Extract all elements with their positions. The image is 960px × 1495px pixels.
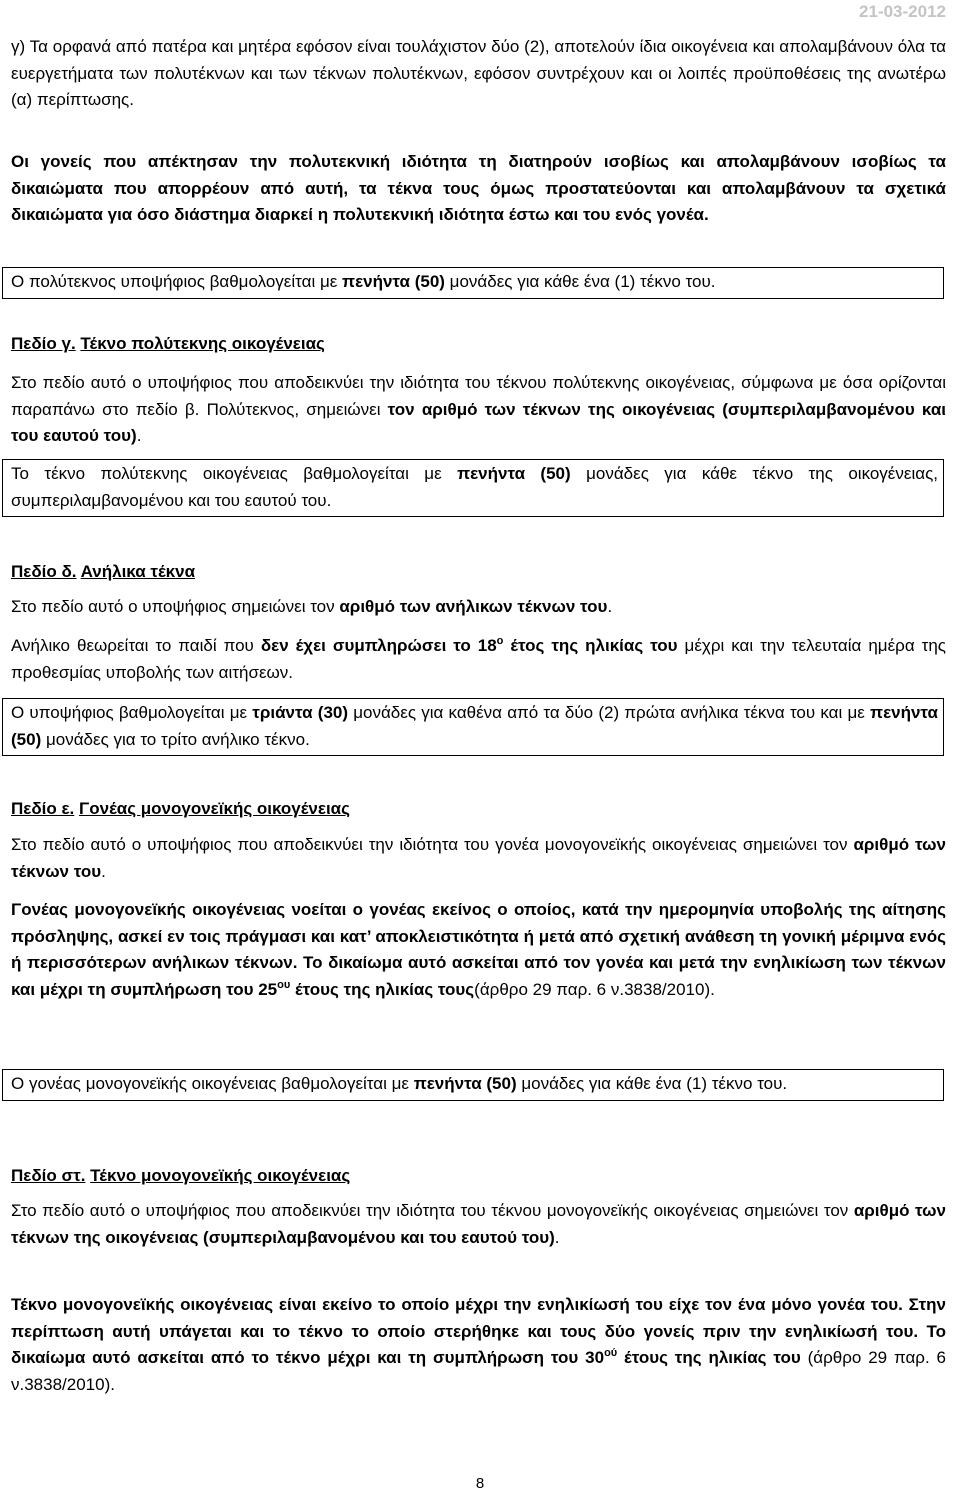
field-c-heading [11, 332, 946, 356]
field-f-text-1-pre: Στο πεδίο αυτό ο υποψήφιος που αποδεικνύει την ιδιότητα του τέκνου μονογονεϊκής οικογένειας σημειώνει τον [11, 1201, 854, 1220]
field-e-body-2 [11, 897, 946, 1003]
field-d-superscript: ο [496, 635, 504, 647]
field-e-text-2-bold: Γονέας μονογονεϊκής οικογένειας νοείται ο γονέας εκείνος ο οποίος, κατά την ημερομηνία υποβολής της αίτησης πρόσληψης, ασκεί εν τοις πράγμασι και κατ’ αποκλειστικότητα ή μετά από σχετική ανάθεση τη γονική μέριμνα ενός ή περισσότερων ανήλικων τέκνων. Το δικαίωμα αυτό ασκείται από τον γονέα και μετά την ενηλικίωση των τέκνων και μέχρι τη συμπλήρωση του 25 [11, 900, 946, 999]
field-d-text-1-bold: αριθμό των ανήλικων τέκνων του [339, 597, 608, 616]
field-d-text-2-bold-1: δεν έχει συμπληρώσει το 18 [260, 636, 497, 655]
field-c-body [11, 370, 946, 450]
field-e-text-2-post: (άρθρο 29 παρ. 6 ν.3838/2010). [474, 979, 715, 999]
field-e-score-text [11, 1071, 938, 1098]
score-box-large-family [2, 267, 944, 299]
field-e-heading [11, 797, 946, 821]
field-d-text-2-post: μέχρι και την τελευταία ημέρα της προθεσμίας υποβολής των αιτήσεων. [11, 636, 946, 682]
field-e-score-value: πενήντα (50) [413, 1074, 517, 1093]
document-date: 21-03-2012 [859, 2, 946, 21]
field-f-superscript: ού [604, 1347, 618, 1359]
field-e-text-2-bold-2: έτους της ηλικίας τους [290, 979, 475, 999]
field-c-score-pre: Το τέκνο πολύτεκνης οικογένειας βαθμολογείται με [11, 464, 458, 483]
orphans-paragraph: γ) Τα ορφανά από πατέρα και μητέρα εφόσον είναι τουλάχιστον δύο (2), αποτελούν ίδια οικογένεια και απολαμβάνουν όλα τα ευεργετήματα των πολυτέκνων και των τέκνων πολυτέκνων, εφόσον συντρέχουν και οι λοιπές προϋποθέσεις της ανωτέρω (α) περίπτωσης. [11, 37, 946, 109]
field-d-score-post: μονάδες για το τρίτο ανήλικο τέκνο. [41, 729, 310, 749]
field-c-text-bold: τον αριθμό των τέκνων της οικογένειας (συμπεριλαμβανομένου και του εαυτού του) [11, 399, 947, 445]
field-d-text-2-bold-2: έτος της ηλικίας του [503, 636, 678, 655]
field-f-body-2 [11, 1292, 946, 1398]
field-f-title: Τέκνο μονογονεϊκής οικογένειας [90, 1166, 351, 1185]
field-f-text-2-post: (άρθρο 29 παρ. 6 ν.3838/2010). [11, 1348, 946, 1394]
field-e-score-post: μονάδες για κάθε ένα (1) τέκνο του. [516, 1074, 788, 1093]
field-f-text-1 [11, 1198, 946, 1251]
score-text-pre: Ο πολύτεκνος υποψήφιος βαθμολογείται με [11, 272, 343, 291]
field-e-superscript: ου [277, 978, 291, 991]
intro-section [11, 34, 946, 114]
field-f-text-1-post: . [554, 1227, 560, 1247]
score-value: πενήντα (50) [342, 272, 445, 291]
field-f-text-2-bold-2: έτους της ηλικίας του [617, 1348, 801, 1367]
field-e-title: Γονέας μονογονεϊκής οικογένειας [79, 799, 350, 818]
parents-status-paragraph: Οι γονείς που απέκτησαν την πολυτεκνική ιδιότητα τη διατηρούν ισοβίως και απολαμβάνουν ισοβίως τα δικαιώματα που απορρέουν από αυτή, τα τέκνα τους όμως προστατεύονται και απολαμβάνουν τα σχετικά δικαιώματα για όσο διάστημα διαρκεί η πολυτεκνική ιδιότητα έστω και του ενός γονέα. [11, 152, 946, 224]
field-e-text-2 [11, 897, 946, 1003]
field-f-text-2 [11, 1292, 946, 1398]
field-d-score-text [11, 700, 938, 753]
field-c-score-post: μονάδες για κάθε τέκνο της οικογένειας, συμπεριλαμβανομένου και του εαυτού του. [11, 464, 938, 510]
score-text-post: μονάδες για κάθε ένα (1) τέκνο του. [444, 272, 716, 291]
score-text [11, 269, 938, 296]
field-f-label: Πεδίο στ. [11, 1166, 86, 1185]
page-number: 8 [475, 1475, 485, 1492]
score-box-field-e [2, 1069, 944, 1101]
field-d-title: Ανήλικα τέκνα [80, 562, 196, 581]
field-d-score-pre: Ο υποψήφιος βαθμολογείται με [11, 703, 253, 722]
intro-bold-section [11, 149, 946, 229]
field-c-text-pre: Στο πεδίο αυτό ο υποψήφιος που αποδεικνύει την ιδιότητα του τέκνου πολύτεκνης οικογένειας, σύμφωνα με όσα ορίζονται παραπάνω στο πεδίο β. Πολύτεκνος, σημειώνει [11, 373, 946, 419]
score-box-field-c [2, 459, 944, 517]
field-c-title: Τέκνο πολύτεκνης οικογένειας [80, 334, 325, 353]
field-f-text-2-bold: Τέκνο μονογονεϊκής οικογένειας είναι εκείνο το οποίο μέχρι την ενηλικίωσή του είχε τον ένα μόνο γονέα του. Στην περίπτωση αυτή υπάγεται και το τέκνο το οποίο στερήθηκε και τους δύο γονείς πριν την ενηλικίωσή του. Το δικαίωμα αυτό ασκείται από το τέκνο μέχρι και τη συμπλήρωση του 30 [11, 1295, 946, 1367]
field-d-text-2 [11, 633, 946, 686]
field-d-text-1-post: . [607, 597, 613, 616]
field-d-text-1 [11, 594, 946, 621]
field-f-body-1 [11, 1198, 946, 1251]
field-d-heading [11, 560, 946, 584]
field-d-body-2 [11, 633, 946, 686]
field-d-score-value-2: πενήντα (50) [11, 703, 938, 749]
field-e-label: Πεδίο ε. [11, 799, 75, 818]
field-c-text [11, 370, 946, 450]
field-e-text-1-post: . [101, 861, 106, 881]
field-c-label: Πεδίο γ. [11, 334, 76, 353]
field-d-text-1-pre: Στο πεδίο αυτό ο υποψήφιος σημειώνει τον [11, 597, 340, 616]
field-f-text-1-bold: αριθμό των τέκνων της οικογένειας (συμπεριλαμβανομένου και του εαυτού του) [11, 1201, 946, 1247]
field-d-score-mid: μονάδες για καθένα από τα δύο (2) πρώτα ανήλικα τέκνα του και με [348, 703, 871, 722]
field-e-text-1 [11, 832, 946, 885]
field-d-label: Πεδίο δ. [11, 562, 77, 581]
field-d-body-1 [11, 594, 946, 621]
field-e-score-pre: Ο γονέας μονογονεϊκής οικογένειας βαθμολογείται με [11, 1074, 414, 1093]
field-d-text-2-pre: Ανήλικο θεωρείται το παιδί που [11, 636, 261, 655]
field-e-text-1-bold: αριθμό των τέκνων του [11, 835, 946, 881]
field-e-body-1 [11, 832, 946, 885]
score-box-field-d [2, 698, 944, 756]
field-c-text-post: . [136, 426, 142, 445]
field-f-heading [11, 1164, 946, 1188]
field-d-score-value-1: τριάντα (30) [252, 703, 349, 722]
field-c-score-text [11, 461, 938, 514]
field-c-score-value: πενήντα (50) [457, 464, 571, 483]
field-e-text-1-pre: Στο πεδίο αυτό ο υποψήφιος που αποδεικνύει την ιδιότητα του γονέα μονογονεϊκής οικογένειας σημειώνει τον [11, 835, 854, 854]
